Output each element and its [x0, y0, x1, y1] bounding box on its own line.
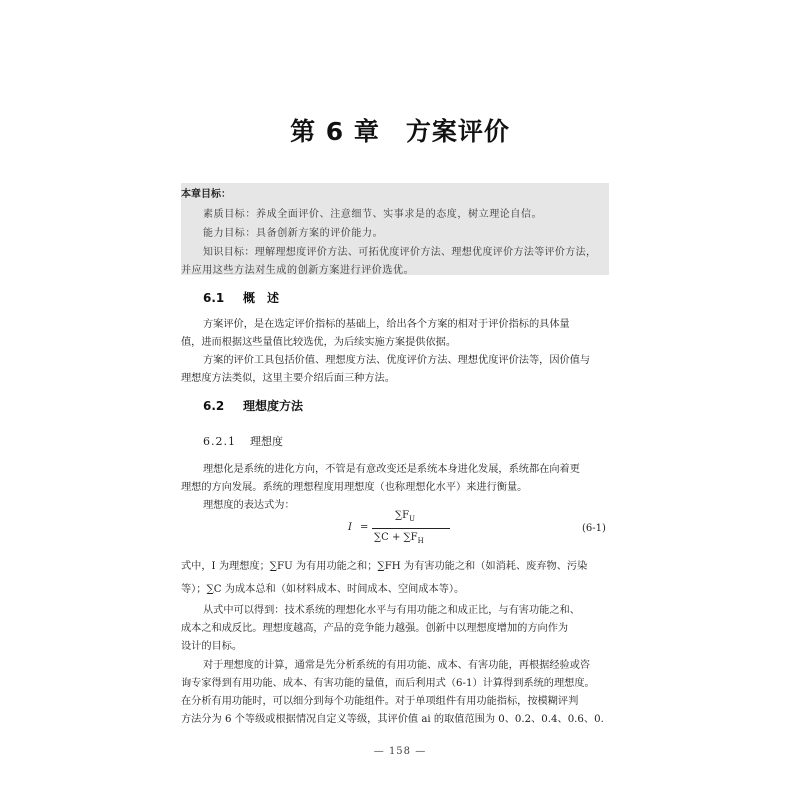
- subsection-number: 6.2.1: [203, 435, 236, 448]
- goal-line: 并应用这些方法对生成的创新方案进行评价选优。: [181, 265, 415, 276]
- section-title: 概 述: [243, 291, 280, 305]
- paragraph-line: 理想的方向发展。系统的理想程度用理想度（也称理想化水平）来进行衡量。: [181, 482, 528, 493]
- paragraph-line: 从式中可以得到：技术系统的理想化水平与有用功能之和成正比，与有害功能之和、: [203, 605, 580, 616]
- paragraph-line: 理想化是系统的进化方向，不管是有意改变还是系统本身进化发展，系统都在向着更: [203, 464, 580, 475]
- section-title: 理想度方法: [243, 399, 304, 413]
- paragraph-line: 等）；∑C 为成本总和（如材料成本、时间成本、空间成本等）。: [181, 584, 465, 595]
- goal-line: 能力目标：具备创新方案的评价能力。: [203, 228, 384, 239]
- formula-lhs: I: [348, 522, 352, 533]
- section-number: 6.1: [203, 291, 225, 305]
- goal-line: 素质目标：养成全面评价、注意细节、实事求是的态度，树立理论自信。: [203, 209, 543, 220]
- formula-denominator: $\sum C + \sum F_H$: [374, 532, 424, 545]
- paragraph-line: 值，进而根据这些量值比较选优，为后续实施方案提供依据。: [181, 337, 457, 348]
- ideality-formula: [340, 508, 450, 548]
- paragraph-line: 询专家得到有用功能、成本、有害功能的量值，而后利用式（6-1）计算得到系统的理想度。: [181, 678, 595, 689]
- section-heading-6-1: [203, 289, 279, 306]
- paragraph-line: 方案评价，是在选定评价指标的基础上，给出各个方案的相对于评价指标的具体量: [203, 319, 570, 330]
- subsection-title: 理想度: [250, 435, 283, 448]
- paragraph-line: 方案的评价工具包括价值、理想度方法、优度评价方法、理想优度评价法等，因价值与: [203, 355, 591, 366]
- paragraph-line: 成本之和成反比。理想度越高，产品的竞争能力越强。创新中以理想度增加的方向作为: [181, 623, 569, 634]
- fraction-bar: [372, 528, 450, 529]
- chapter-title: [0, 112, 800, 148]
- paragraph-line: 理想度方法类似，这里主要介绍后面三种方法。: [181, 373, 395, 384]
- paragraph-line: 设计的目标。: [181, 641, 243, 652]
- goal-line: 知识目标：理解理想度评价方法、可拓优度评价方法、理想优度评价方法等评价方法，: [203, 247, 597, 258]
- paragraph-line: 在分析有用功能时，可以细分到每个功能组件。对于单项组件有用功能指标，按模糊评判: [181, 696, 579, 707]
- section-heading-6-2: [203, 397, 303, 414]
- chapter-goals-heading: 本章目标：: [181, 189, 231, 200]
- paragraph-line: 理想度的表达式为：: [203, 500, 295, 511]
- chapter-name: 方案评价: [405, 117, 510, 146]
- paragraph-line: 式中，I 为理想度；∑FU 为有用功能之和；∑FH 为有害功能之和（如消耗、废弃物、污染: [181, 561, 588, 572]
- formula-equals: =: [360, 522, 369, 533]
- paragraph-line: 对于理想度的计算，通常是先分析系统的有用功能、成本、有害功能，再根据经验或咨: [203, 660, 591, 671]
- page-number: — 158 —: [373, 746, 427, 757]
- section-number: 6.2: [203, 399, 225, 413]
- formula-numerator: $\sum F_U$: [395, 510, 415, 523]
- paragraph-line: 方法分为 6 个等级或根据情况自定义等级，其评价值 ai 的取值范围为 0、0.2、0.4、0.6、0.: [181, 714, 604, 725]
- subsection-heading-6-2-1: [203, 433, 283, 449]
- equation-number: (6-1): [582, 523, 606, 534]
- chapter-number: 第 6 章: [290, 117, 380, 146]
